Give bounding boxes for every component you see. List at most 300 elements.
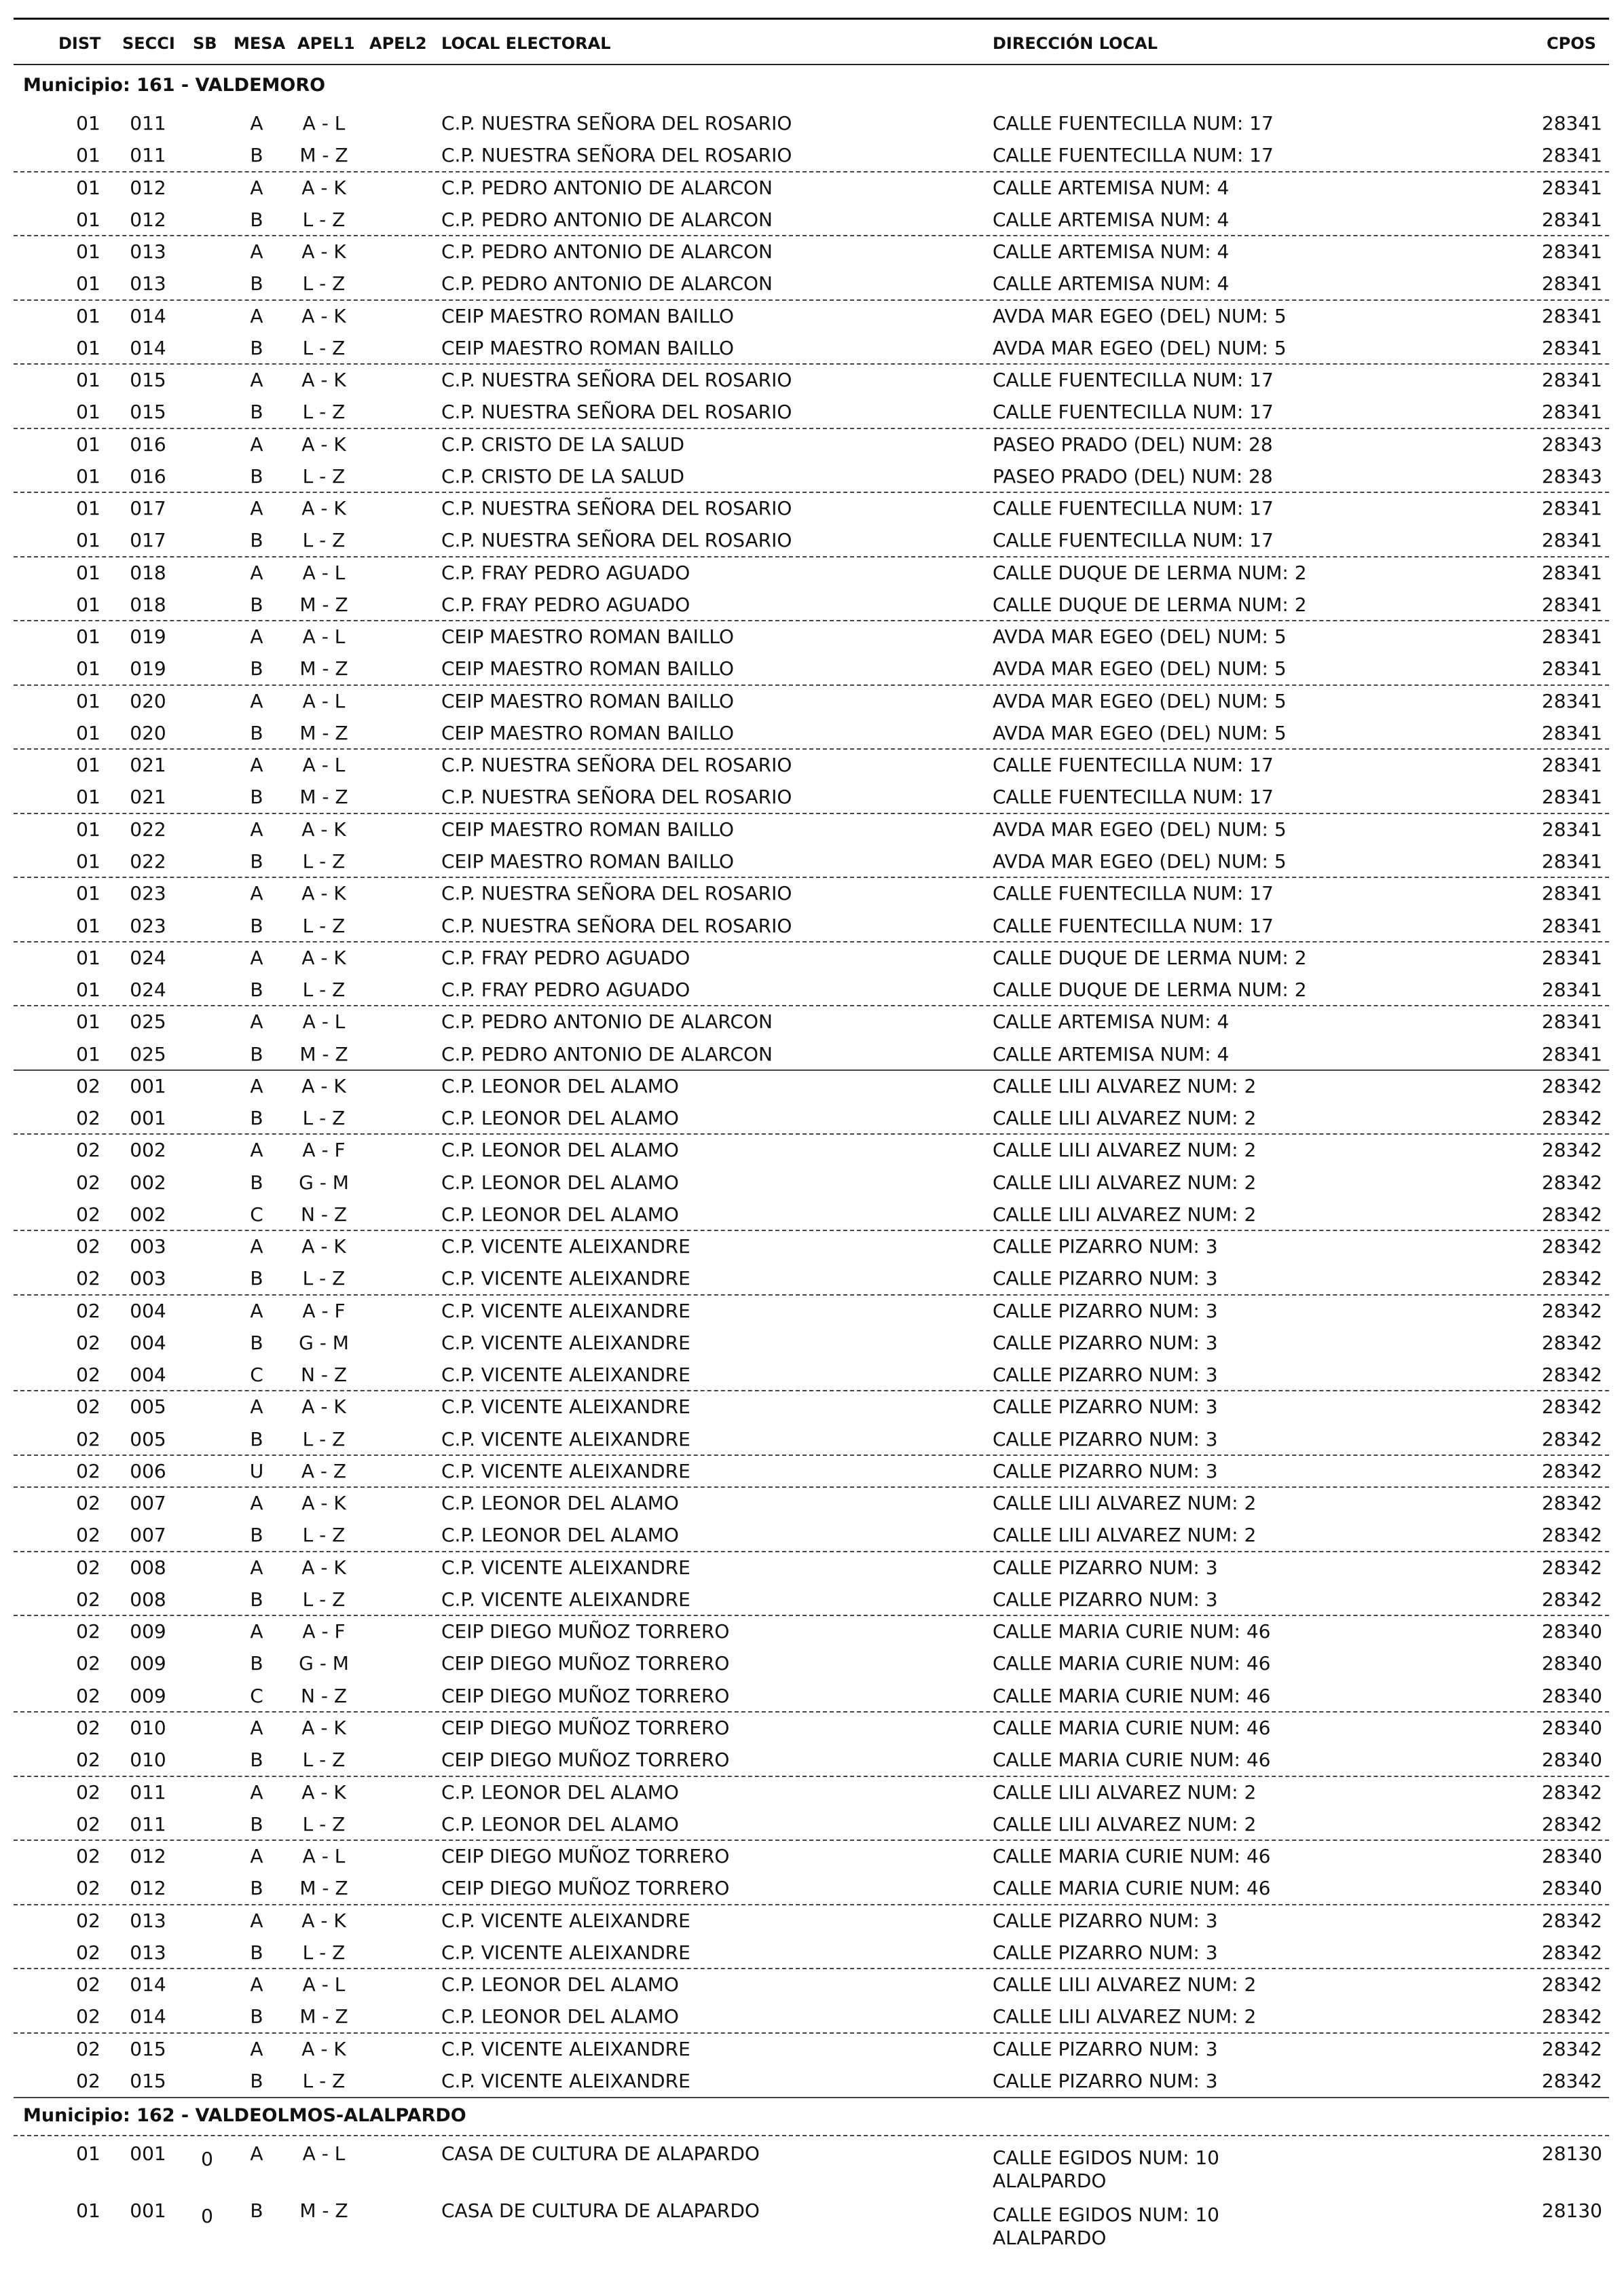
cell-dist: 02 — [76, 2069, 100, 2092]
cell-local: C.P. LEONOR DEL ALAMO — [441, 1492, 679, 1515]
cell-cpos: 28343 — [1541, 464, 1602, 488]
cell-cpos: 28341 — [1541, 721, 1602, 744]
cell-dist: 01 — [76, 240, 100, 263]
cell-secci: 022 — [130, 818, 166, 841]
cell-secci: 001 — [130, 2142, 166, 2165]
cell-mesa: A — [250, 946, 263, 969]
cell-mesa: B — [250, 849, 263, 873]
cell-dist: 02 — [76, 1364, 100, 1387]
cell-apel1: A - L — [302, 754, 346, 777]
top-rule — [14, 18, 1609, 20]
cell-dist: 02 — [76, 1556, 100, 1579]
cell-secci: 003 — [130, 1267, 166, 1290]
cell-apel1: M - Z — [299, 593, 348, 616]
cell-dist: 01 — [76, 304, 100, 327]
cell-secci: 012 — [130, 176, 166, 199]
cell-direccion: AVDA MAR EGEO (DEL) NUM: 5 — [993, 818, 1287, 841]
cell-cpos: 28341 — [1541, 112, 1602, 134]
cell-cpos: 28341 — [1541, 593, 1602, 616]
cell-dist: 02 — [76, 1459, 100, 1482]
cell-local: C.P. PEDRO ANTONIO DE ALARCON — [441, 1010, 773, 1033]
table-row — [0, 1905, 1624, 1937]
table-row — [0, 460, 1624, 492]
cell-mesa: A — [250, 240, 263, 263]
cell-direccion: CALLE LILI ALVAREZ NUM: 2 — [993, 1812, 1257, 1835]
cell-dist: 02 — [76, 1620, 100, 1643]
cell-cpos: 28341 — [1541, 849, 1602, 873]
cell-direccion: CALLE PIZARRO NUM: 3 — [993, 1235, 1218, 1258]
cell-secci: 011 — [130, 1780, 166, 1804]
cell-secci: 024 — [130, 946, 166, 969]
cell-local: C.P. LEONOR DEL ALAMO — [441, 1812, 679, 1835]
cell-direccion: CALLE FUENTECILLA NUM: 17 — [993, 786, 1274, 809]
cell-direccion: CALLE PIZARRO NUM: 3 — [993, 2069, 1218, 2092]
cell-direccion: CALLE FUENTECILLA NUM: 17 — [993, 369, 1274, 392]
cell-local: CEIP MAESTRO ROMAN BAILLO — [441, 818, 735, 841]
cell-secci: 013 — [130, 1941, 166, 1964]
cell-cpos: 28342 — [1541, 1941, 1602, 1964]
table-row — [0, 300, 1624, 332]
cell-local: C.P. NUESTRA SEÑORA DEL ROSARIO — [441, 401, 792, 424]
cell-direccion: CALLE LILI ALVAREZ NUM: 2 — [993, 1171, 1257, 1194]
cell-cpos: 28341 — [1541, 497, 1602, 520]
cell-secci: 005 — [130, 1427, 166, 1450]
cell-mesa: A — [250, 1139, 263, 1162]
cell-dist: 01 — [76, 721, 100, 744]
cell-local: CEIP DIEGO MUÑOZ TORRERO — [441, 1652, 730, 1675]
cell-mesa: C — [250, 1203, 263, 1226]
table-row — [0, 139, 1624, 171]
cell-direccion: CALLE FUENTECILLA NUM: 17 — [993, 112, 1274, 134]
cell-local: C.P. PEDRO ANTONIO DE ALARCON — [441, 1042, 773, 1065]
cell-apel1: L - Z — [302, 978, 346, 1002]
cell-sb: 0 — [201, 2148, 213, 2171]
cell-mesa: A — [250, 1492, 263, 1515]
cell-cpos: 28342 — [1541, 1107, 1602, 1130]
cell-apel1: L - Z — [302, 529, 346, 552]
cell-dist: 01 — [76, 497, 100, 520]
cell-apel1: A - K — [301, 1909, 346, 1932]
cell-apel1: A - K — [301, 2037, 346, 2060]
cell-cpos: 28342 — [1541, 1492, 1602, 1515]
cell-direccion: AVDA MAR EGEO (DEL) NUM: 5 — [993, 849, 1287, 873]
cell-cpos: 28341 — [1541, 272, 1602, 295]
cell-local: CEIP DIEGO MUÑOZ TORRERO — [441, 1684, 730, 1707]
cell-cpos: 28341 — [1541, 208, 1602, 231]
cell-mesa: B — [250, 1941, 263, 1964]
cell-mesa: A — [250, 882, 263, 905]
cell-secci: 015 — [130, 369, 166, 392]
cell-mesa: B — [250, 401, 263, 424]
cell-direccion: CALLE LILI ALVAREZ NUM: 2 — [993, 1203, 1257, 1226]
cell-direccion: CALLE EGIDOS NUM: 10 — [993, 2203, 1219, 2227]
cell-secci: 012 — [130, 208, 166, 231]
cell-dist: 02 — [76, 1877, 100, 1900]
cell-local: C.P. FRAY PEDRO AGUADO — [441, 561, 690, 584]
cell-cpos: 28340 — [1541, 1684, 1602, 1707]
cell-cpos: 28341 — [1541, 978, 1602, 1002]
table-row — [0, 524, 1624, 556]
cell-local: CEIP MAESTRO ROMAN BAILLO — [441, 657, 735, 680]
cell-mesa: B — [250, 1427, 263, 1450]
cell-cpos: 28340 — [1541, 1877, 1602, 1900]
cell-direccion: CALLE FUENTECILLA NUM: 17 — [993, 401, 1274, 424]
cell-dist: 01 — [76, 208, 100, 231]
table-row — [0, 2199, 1624, 2253]
cell-secci: 002 — [130, 1171, 166, 1194]
cell-mesa: B — [250, 1107, 263, 1130]
cell-apel1: L - Z — [302, 208, 346, 231]
table-row — [0, 749, 1624, 781]
cell-apel1: L - Z — [302, 336, 346, 359]
cell-secci: 009 — [130, 1684, 166, 1707]
cell-cpos: 28341 — [1541, 240, 1602, 263]
cell-apel1: A - Z — [301, 1459, 347, 1482]
cell-local: CEIP MAESTRO ROMAN BAILLO — [441, 625, 735, 648]
cell-dist: 02 — [76, 1331, 100, 1354]
cell-cpos: 28342 — [1541, 1139, 1602, 1162]
cell-local: C.P. NUESTRA SEÑORA DEL ROSARIO — [441, 754, 792, 777]
section-separator — [14, 2097, 1609, 2098]
cell-local: C.P. NUESTRA SEÑORA DEL ROSARIO — [441, 497, 792, 520]
cell-secci: 012 — [130, 1845, 166, 1868]
cell-local: CEIP DIEGO MUÑOZ TORRERO — [441, 1717, 730, 1739]
cell-dist: 02 — [76, 1588, 100, 1611]
cell-cpos: 28342 — [1541, 1203, 1602, 1226]
cell-mesa: B — [250, 721, 263, 744]
col-local-header: LOCAL ELECTORAL — [441, 34, 611, 53]
cell-mesa: B — [250, 208, 263, 231]
cell-apel1: N - Z — [300, 1203, 348, 1226]
cell-apel1: L - Z — [302, 1749, 346, 1772]
cell-secci: 011 — [130, 144, 166, 167]
cell-apel1: A - K — [301, 176, 346, 199]
cell-cpos: 28341 — [1541, 657, 1602, 680]
cell-cpos: 28342 — [1541, 1171, 1602, 1194]
cell-direccion: CALLE ARTEMISA NUM: 4 — [993, 240, 1230, 263]
cell-direccion: CALLE LILI ALVAREZ NUM: 2 — [993, 1139, 1257, 1162]
table-row — [0, 1487, 1624, 1519]
cell-mesa: A — [250, 1010, 263, 1033]
cell-local: C.P. FRAY PEDRO AGUADO — [441, 946, 690, 969]
cell-apel1: L - Z — [302, 849, 346, 873]
table-row — [0, 813, 1624, 845]
cell-direccion: CALLE LILI ALVAREZ NUM: 2 — [993, 1780, 1257, 1804]
table-row — [0, 1262, 1624, 1294]
cell-dist: 01 — [76, 176, 100, 199]
cell-dist: 02 — [76, 1845, 100, 1868]
cell-mesa: A — [250, 561, 263, 584]
cell-apel1: A - K — [301, 1395, 346, 1419]
cell-dist: 01 — [76, 144, 100, 167]
table-row — [0, 204, 1624, 236]
cell-apel1: A - K — [301, 1780, 346, 1804]
cell-local: C.P. VICENTE ALEIXANDRE — [441, 1909, 690, 1932]
cell-local: CEIP MAESTRO ROMAN BAILLO — [441, 304, 735, 327]
cell-dist: 01 — [76, 272, 100, 295]
table-row — [0, 107, 1624, 139]
cell-direccion: CALLE PIZARRO NUM: 3 — [993, 1364, 1218, 1387]
col-apel2-header: APEL2 — [369, 34, 427, 53]
table-row — [0, 1359, 1624, 1391]
cell-local: C.P. PEDRO ANTONIO DE ALARCON — [441, 176, 773, 199]
cell-secci: 019 — [130, 625, 166, 648]
cell-mesa: B — [250, 1588, 263, 1611]
cell-direccion: CALLE MARIA CURIE NUM: 46 — [993, 1877, 1271, 1900]
col-dist-header: DIST — [58, 34, 101, 53]
cell-mesa: B — [250, 1524, 263, 1547]
cell-dist: 01 — [76, 112, 100, 134]
cell-direccion: CALLE FUENTECILLA NUM: 17 — [993, 914, 1274, 937]
cell-cpos: 28342 — [1541, 1812, 1602, 1835]
cell-cpos: 28341 — [1541, 529, 1602, 552]
cell-dist: 01 — [76, 2142, 100, 2165]
cell-secci: 015 — [130, 2037, 166, 2060]
cell-direccion: CALLE MARIA CURIE NUM: 46 — [993, 1845, 1271, 1868]
cell-apel1: L - Z — [302, 401, 346, 424]
cell-secci: 008 — [130, 1556, 166, 1579]
cell-dist: 02 — [76, 1909, 100, 1932]
table-row — [0, 1327, 1624, 1359]
cell-mesa: B — [250, 1267, 263, 1290]
cell-local: C.P. LEONOR DEL ALAMO — [441, 1171, 679, 1194]
cell-secci: 014 — [130, 336, 166, 359]
cell-mesa: A — [250, 2142, 263, 2165]
cell-direccion: CALLE LILI ALVAREZ NUM: 2 — [993, 1074, 1257, 1097]
cell-mesa: A — [250, 497, 263, 520]
cell-apel1: A - K — [301, 240, 346, 263]
cell-apel1: A - K — [301, 882, 346, 905]
cell-apel1: A - K — [301, 818, 346, 841]
cell-direccion: CALLE FUENTECILLA NUM: 17 — [993, 882, 1274, 905]
table-row — [0, 557, 1624, 589]
cell-cpos: 28341 — [1541, 401, 1602, 424]
cell-secci: 006 — [130, 1459, 166, 1482]
cell-dist: 02 — [76, 1267, 100, 1290]
cell-cpos: 28341 — [1541, 144, 1602, 167]
table-row — [0, 1969, 1624, 2000]
cell-secci: 016 — [130, 433, 166, 456]
cell-apel1: A - K — [301, 1717, 346, 1739]
cell-dist: 01 — [76, 786, 100, 809]
cell-apel1: A - K — [301, 304, 346, 327]
cell-cpos: 28341 — [1541, 786, 1602, 809]
cell-direccion: CALLE PIZARRO NUM: 3 — [993, 2037, 1218, 2060]
cell-cpos: 28342 — [1541, 1524, 1602, 1547]
cell-direccion: CALLE ARTEMISA NUM: 4 — [993, 272, 1230, 295]
cell-dist: 01 — [76, 433, 100, 456]
cell-apel1: G - M — [299, 1171, 349, 1194]
cell-cpos: 28342 — [1541, 1780, 1602, 1804]
cell-local: C.P. NUESTRA SEÑORA DEL ROSARIO — [441, 529, 792, 552]
cell-secci: 007 — [130, 1524, 166, 1547]
cell-mesa: A — [250, 754, 263, 777]
cell-local: C.P. LEONOR DEL ALAMO — [441, 1524, 679, 1547]
cell-direccion: CALLE MARIA CURIE NUM: 46 — [993, 1652, 1271, 1675]
cell-cpos: 28341 — [1541, 336, 1602, 359]
cell-mesa: B — [250, 1042, 263, 1065]
cell-direccion: AVDA MAR EGEO (DEL) NUM: 5 — [993, 336, 1287, 359]
cell-secci: 011 — [130, 112, 166, 134]
table-row — [0, 1615, 1624, 1647]
cell-secci: 013 — [130, 1909, 166, 1932]
cell-cpos: 28341 — [1541, 561, 1602, 584]
cell-secci: 011 — [130, 1812, 166, 1835]
cell-apel1: G - M — [299, 1652, 349, 1675]
cell-dist: 02 — [76, 1684, 100, 1707]
cell-local: C.P. LEONOR DEL ALAMO — [441, 1107, 679, 1130]
cell-secci: 021 — [130, 754, 166, 777]
cell-direccion: CALLE PIZARRO NUM: 3 — [993, 1941, 1218, 1964]
cell-mesa: B — [250, 1812, 263, 1835]
table-row — [0, 1872, 1624, 1904]
table-row — [0, 1584, 1624, 1615]
cell-secci: 005 — [130, 1395, 166, 1419]
cell-dist: 01 — [76, 1010, 100, 1033]
cell-local: CEIP MAESTRO ROMAN BAILLO — [441, 689, 735, 712]
cell-local: C.P. VICENTE ALEIXANDRE — [441, 1459, 690, 1482]
cell-direccion: CALLE DUQUE DE LERMA NUM: 2 — [993, 561, 1307, 584]
table-row — [0, 236, 1624, 268]
cell-mesa: A — [250, 112, 263, 134]
cell-secci: 024 — [130, 978, 166, 1002]
cell-dist: 02 — [76, 1427, 100, 1450]
cell-cpos: 28340 — [1541, 1717, 1602, 1739]
cell-local: C.P. CRISTO DE LA SALUD — [441, 464, 685, 488]
cell-sb: 0 — [201, 2205, 213, 2228]
cell-mesa: B — [250, 1877, 263, 1900]
cell-cpos: 28130 — [1541, 2142, 1602, 2165]
cell-dist: 02 — [76, 1139, 100, 1162]
cell-apel1: L - Z — [302, 1267, 346, 1290]
cell-mesa: B — [250, 1171, 263, 1194]
cell-apel1: A - F — [302, 1620, 346, 1643]
cell-dist: 01 — [76, 1042, 100, 1065]
cell-local: C.P. LEONOR DEL ALAMO — [441, 1973, 679, 1996]
cell-cpos: 28341 — [1541, 625, 1602, 648]
col-apel1-header: APEL1 — [297, 34, 355, 53]
cell-dist: 02 — [76, 1235, 100, 1258]
cell-direccion: CALLE LILI ALVAREZ NUM: 2 — [993, 1973, 1257, 1996]
cell-cpos: 28341 — [1541, 754, 1602, 777]
table-row — [0, 1038, 1624, 1070]
cell-direccion: CALLE FUENTECILLA NUM: 17 — [993, 497, 1274, 520]
cell-apel1: L - Z — [302, 1812, 346, 1835]
cell-local: C.P. NUESTRA SEÑORA DEL ROSARIO — [441, 786, 792, 809]
cell-apel1: A - L — [302, 1845, 346, 1868]
cell-dist: 01 — [76, 882, 100, 905]
cell-local: C.P. VICENTE ALEIXANDRE — [441, 1427, 690, 1450]
cell-dist: 01 — [76, 818, 100, 841]
table-row — [0, 685, 1624, 717]
cell-mesa: A — [250, 1845, 263, 1868]
cell-local: C.P. FRAY PEDRO AGUADO — [441, 593, 690, 616]
cell-cpos: 28340 — [1541, 1652, 1602, 1675]
cell-mesa: A — [250, 689, 263, 712]
cell-cpos: 28340 — [1541, 1620, 1602, 1643]
cell-secci: 016 — [130, 464, 166, 488]
cell-cpos: 28343 — [1541, 433, 1602, 456]
col-mesa-header: MESA — [234, 34, 286, 53]
cell-mesa: A — [250, 2037, 263, 2060]
cell-mesa: A — [250, 1235, 263, 1258]
table-row — [0, 2033, 1624, 2065]
table-row — [0, 2065, 1624, 2097]
table-row — [0, 1519, 1624, 1551]
municipio-heading: Municipio: 162 - VALDEOLMOS-ALALPARDO — [23, 2105, 466, 2127]
cell-local: C.P. NUESTRA SEÑORA DEL ROSARIO — [441, 882, 792, 905]
cell-dist: 01 — [76, 401, 100, 424]
cell-mesa: A — [250, 433, 263, 456]
table-row — [0, 268, 1624, 299]
cell-local: CEIP MAESTRO ROMAN BAILLO — [441, 721, 735, 744]
table-row — [0, 1455, 1624, 1487]
cell-direccion: PASEO PRADO (DEL) NUM: 28 — [993, 464, 1273, 488]
cell-cpos: 28341 — [1541, 882, 1602, 905]
cell-local: C.P. VICENTE ALEIXANDRE — [441, 1395, 690, 1419]
cell-secci: 014 — [130, 2005, 166, 2028]
table-row — [0, 877, 1624, 909]
cell-local: C.P. NUESTRA SEÑORA DEL ROSARIO — [441, 112, 792, 134]
cell-apel1: A - L — [302, 1010, 346, 1033]
cell-secci: 012 — [130, 1877, 166, 1900]
cell-apel1: L - Z — [302, 1107, 346, 1130]
cell-apel1: M - Z — [299, 2005, 348, 2028]
cell-dist: 01 — [76, 625, 100, 648]
cell-local: CEIP MAESTRO ROMAN BAILLO — [441, 336, 735, 359]
cell-apel1: A - L — [302, 689, 346, 712]
cell-secci: 018 — [130, 561, 166, 584]
cell-direccion-line2: ALALPARDO — [993, 2170, 1107, 2193]
table-row — [0, 845, 1624, 877]
cell-apel1: L - Z — [302, 914, 346, 937]
cell-dist: 02 — [76, 1749, 100, 1772]
cell-local: C.P. PEDRO ANTONIO DE ALARCON — [441, 272, 773, 295]
cell-cpos: 28341 — [1541, 946, 1602, 969]
cell-cpos: 28342 — [1541, 1074, 1602, 1097]
cell-local: C.P. LEONOR DEL ALAMO — [441, 1074, 679, 1097]
cell-dist: 02 — [76, 1941, 100, 1964]
cell-dist: 02 — [76, 1492, 100, 1515]
cell-apel1: N - Z — [300, 1684, 348, 1707]
cell-secci: 004 — [130, 1299, 166, 1322]
cell-secci: 017 — [130, 497, 166, 520]
cell-mesa: B — [250, 2005, 263, 2028]
cell-local: CASA DE CULTURA DE ALAPARDO — [441, 2142, 760, 2165]
cell-dist: 02 — [76, 2005, 100, 2028]
cell-direccion: CALLE PIZARRO NUM: 3 — [993, 1588, 1218, 1611]
cell-direccion: AVDA MAR EGEO (DEL) NUM: 5 — [993, 657, 1287, 680]
cell-apel1: A - K — [301, 946, 346, 969]
table-row — [0, 2142, 1624, 2196]
table-row — [0, 1391, 1624, 1423]
cell-cpos: 28130 — [1541, 2199, 1602, 2222]
cell-dist: 01 — [76, 946, 100, 969]
cell-dist: 01 — [76, 529, 100, 552]
cell-secci: 015 — [130, 401, 166, 424]
cell-direccion: CALLE FUENTECILLA NUM: 17 — [993, 144, 1274, 167]
table-row — [0, 1776, 1624, 1808]
cell-local: C.P. VICENTE ALEIXANDRE — [441, 1267, 690, 1290]
cell-apel1: A - L — [302, 561, 346, 584]
table-row — [0, 974, 1624, 1006]
cell-cpos: 28340 — [1541, 1749, 1602, 1772]
cell-secci: 002 — [130, 1203, 166, 1226]
cell-local: CEIP DIEGO MUÑOZ TORRERO — [441, 1877, 730, 1900]
cell-direccion: PASEO PRADO (DEL) NUM: 28 — [993, 433, 1273, 456]
cell-apel1: M - Z — [299, 144, 348, 167]
cell-secci: 017 — [130, 529, 166, 552]
